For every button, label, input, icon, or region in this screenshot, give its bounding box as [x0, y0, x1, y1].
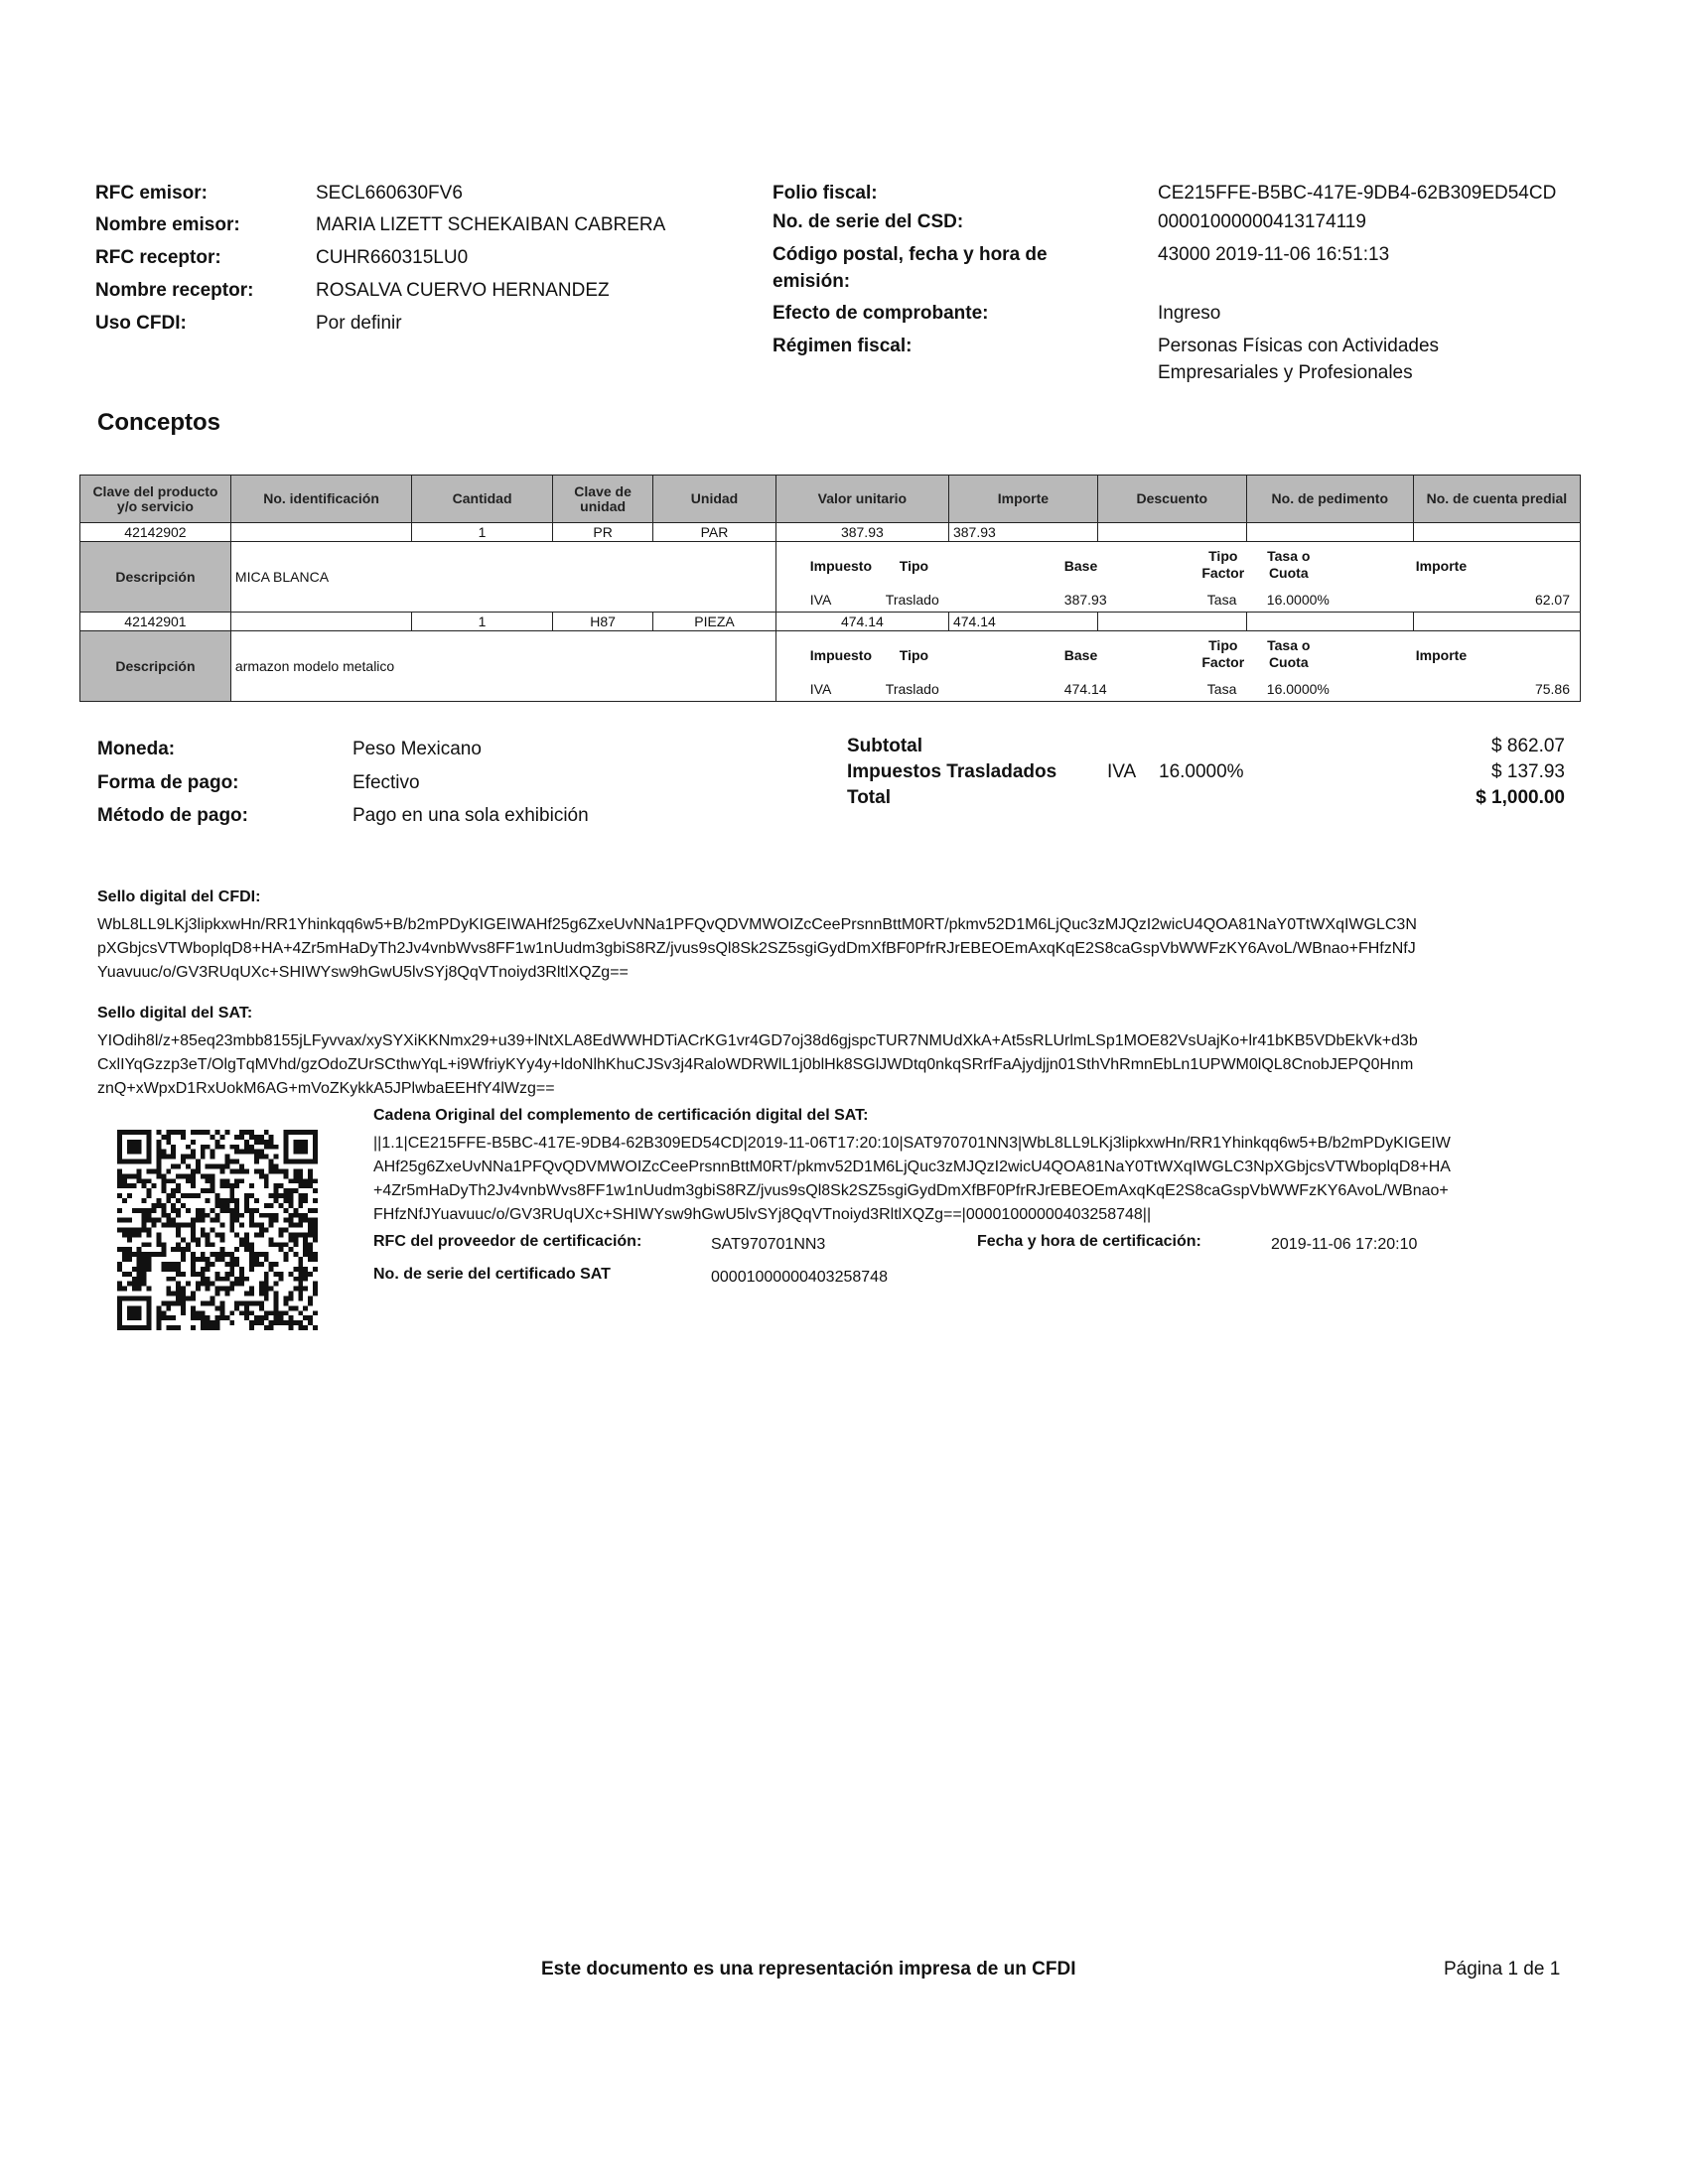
sello-sat-line: YIOdih8l/z+85eq23mbb8155jLFyvvax/xySYXiKKNmx29+u39+lNtXLA8EdWWHDTiACrKG1vr4GD7oj38d6gjspcTUR7NMUdXkA+At5sRLUrlmLSp1MOE82VsUajKo+lr41bKB5VDbEkVk+d3b — [97, 1032, 1418, 1049]
conceptos-table — [79, 475, 1581, 702]
conceptos-title: Conceptos — [97, 409, 221, 436]
table-row — [80, 523, 1581, 542]
regimen-value-2: Empresariales y Profesionales — [1158, 362, 1413, 383]
item-descripcion: MICA BLANCA — [230, 542, 775, 613]
item-cantidad: 1 — [412, 613, 553, 631]
tax-tipo: Traslado — [885, 592, 939, 608]
descripcion-label: Descripción — [80, 631, 231, 702]
metodo-pago-value: Pago en una sola exhibición — [352, 805, 589, 826]
item-no-identificacion — [230, 523, 411, 542]
efecto-label: Efecto de comprobante: — [773, 303, 989, 324]
tax-cell — [775, 542, 1580, 613]
sello-sat-label: Sello digital del SAT: — [97, 1005, 253, 1022]
tax-base-header: Base — [1063, 558, 1098, 574]
uso-cfdi-value: Por definir — [316, 313, 402, 334]
col-no-identificacion: No. identificación — [230, 476, 411, 523]
impuestos-label: Impuestos Trasladados — [847, 761, 1057, 782]
rfc-receptor-row — [95, 247, 731, 280]
page-number: Página 1 de 1 — [1444, 1959, 1561, 1979]
sello-sat-line: znQ+xWpxD1RxUokM6AG+mVoZKykkA5JPlwbaEEHfY4lWzg== — [97, 1080, 555, 1097]
total-value: $ 1,000.00 — [1476, 787, 1565, 808]
tax-cell — [775, 631, 1580, 702]
tax-base: 387.93 — [1063, 592, 1107, 608]
sello-cfdi-text — [97, 913, 1587, 985]
emitter-receiver-block — [95, 183, 731, 345]
regimen-value-1: Personas Físicas con Actividades — [1158, 336, 1440, 356]
col-clave-producto: Clave del producto y/o servicio — [80, 476, 231, 523]
sello-cfdi-line: WbL8LL9LKj3lipkxwHn/RR1Yhinkqq6w5+B/b2mPDyKIGEIWAHf25g6ZxeUvNNa1PFQvQDVMWOIZcCeePrsnnBttM0RT/pkmv52D1M6LjQuc3zMJQzI2wicU4QOA81NaY0TtWXqIWGLC3N — [97, 916, 1417, 933]
nombre-receptor-label: Nombre receptor: — [95, 280, 254, 301]
description-row — [80, 631, 1581, 702]
nombre-emisor-label: Nombre emisor: — [95, 214, 240, 235]
item-unidad: PAR — [653, 523, 776, 542]
item-cuenta-predial — [1413, 613, 1580, 631]
table-header-row — [80, 476, 1581, 523]
nombre-receptor-value: ROSALVA CUERVO HERNANDEZ — [316, 280, 610, 301]
item-clave-unidad: H87 — [552, 613, 652, 631]
col-no-pedimento: No. de pedimento — [1246, 476, 1413, 523]
efecto-value: Ingreso — [1158, 303, 1221, 324]
total-label: Total — [847, 787, 891, 808]
tax-importe: 62.07 — [1534, 592, 1570, 608]
subtotal-value: $ 862.07 — [1491, 736, 1565, 756]
rfc-receptor-label: RFC receptor: — [95, 247, 221, 268]
col-cantidad: Cantidad — [412, 476, 553, 523]
forma-pago-label: Forma de pago: — [97, 772, 239, 793]
item-importe: 474.14 — [948, 613, 1097, 631]
item-unidad: PIEZA — [653, 613, 776, 631]
tax-tasa: 16.0000% — [1266, 681, 1330, 697]
item-valor-unitario: 387.93 — [775, 523, 948, 542]
qr-code-image — [117, 1130, 318, 1330]
uso-cfdi-label: Uso CFDI: — [95, 313, 187, 334]
descripcion-label: Descripción — [80, 542, 231, 613]
item-valor-unitario: 474.14 — [775, 613, 948, 631]
rfc-emisor-label: RFC emisor: — [95, 183, 208, 204]
sello-cfdi-label: Sello digital del CFDI: — [97, 888, 261, 905]
cadena-line: FHfzNfJYuavuuc/o/GV3RUqUXc+SHIWYsw9hGwU5lvSYj8QqVTnoiyd3RltlXQZg==|00001000000403258748|| — [373, 1206, 1152, 1223]
col-unidad: Unidad — [653, 476, 776, 523]
fecha-certificacion-label: Fecha y hora de certificación: — [977, 1233, 1201, 1250]
col-clave-unidad: Clave de unidad — [552, 476, 652, 523]
tax-impuesto: IVA — [809, 592, 832, 608]
item-no-identificacion — [230, 613, 411, 631]
tax-tipo-factor-header: Tipo Factor — [1201, 637, 1245, 670]
nombre-emisor-value: MARIA LIZETT SCHEKAIBAN CABRERA — [316, 214, 666, 235]
cadena-line: +4Zr5mHaDyTh2Jv4vnbWvs8FF1w1nUudm3gbiS8RZ/jvus9sQl8Sk2SZ5sgiGydDmXfBF0PfrRJrEBEOEmAxqKqE2S8caGspVbWWFzKY6AvoL/WBnao+ — [373, 1182, 1449, 1199]
rfc-emisor-row — [95, 183, 731, 214]
item-cuenta-predial — [1413, 523, 1580, 542]
tax-tipo: Traslado — [885, 681, 939, 697]
tax-tipo-factor: Tasa — [1206, 592, 1237, 608]
sello-sat-text — [97, 1029, 1587, 1101]
moneda-value: Peso Mexicano — [352, 739, 482, 759]
impuestos-tasa: 16.0000% — [1159, 761, 1244, 782]
folio-fiscal-label: Folio fiscal: — [773, 183, 878, 204]
tax-base: 474.14 — [1063, 681, 1107, 697]
uso-cfdi-row — [95, 313, 731, 345]
tax-base-header: Base — [1063, 647, 1098, 663]
col-descuento: Descuento — [1097, 476, 1246, 523]
tax-impuesto: IVA — [809, 681, 832, 697]
tax-tipo-header: Tipo — [899, 558, 929, 574]
fecha-certificacion-value: 2019-11-06 17:20:10 — [1271, 1236, 1418, 1253]
serie-csd-value: 00001000000413174119 — [1158, 211, 1366, 232]
tax-impuesto-header: Impuesto — [809, 558, 873, 574]
col-no-cuenta-predial: No. de cuenta predial — [1413, 476, 1580, 523]
item-pedimento — [1246, 523, 1413, 542]
sello-sat-line: CxlIYqGzzp3eT/OlgTqMVhd/gzOdoZUrSCthwYqL+i9WfriyKYy4y+ldoNlhKhuCJSv3j4RaloWDRWlL1j0blHk8SGlJWDtq0nkqSRrfFaAjydjjn01SthVhRmnEbLn1UPWM0lQL8CnobJEPQ0Hnm — [97, 1056, 1414, 1073]
tax-tasa-header: Tasa o Cuota — [1267, 637, 1311, 670]
subtotal-label: Subtotal — [847, 736, 922, 756]
folio-fiscal-value: CE215FFE-B5BC-417E-9DB4-62B309ED54CD — [1158, 183, 1557, 204]
tax-tipo-factor: Tasa — [1206, 681, 1237, 697]
tax-importe-header: Importe — [1415, 647, 1468, 663]
item-clave-unidad: PR — [552, 523, 652, 542]
item-descuento — [1097, 523, 1246, 542]
sello-cfdi-line: Yuavuuc/o/GV3RUqUXc+SHIWYsw9hGwU5lvSYj8QqVTnoiyd3RltlXQZg== — [97, 964, 629, 981]
cadena-text — [373, 1132, 1587, 1227]
rfc-receptor-value: CUHR660315LU0 — [316, 247, 469, 268]
sello-cfdi-line: pXGbjcsVTWboplqD8+HA+4Zr5mHaDyTh2Jv4vnbWvs8FF1w1nUudm3gbiS8RZ/jvus9sQl8Sk2SZ5sgiGydDmXfBF0PfrRJrEBEOEmAxqKqE2S8caGspVbWWFzKY6AvoL/WBnao+FHfzNfJ — [97, 940, 1416, 957]
serie-csd-label: No. de serie del CSD: — [773, 211, 964, 232]
item-clave: 42142902 — [80, 523, 231, 542]
impuestos-value: $ 137.93 — [1491, 761, 1565, 782]
codigo-postal-value: 43000 2019-11-06 16:51:13 — [1158, 244, 1390, 265]
tax-impuesto-header: Impuesto — [809, 647, 873, 663]
rfc-proveedor-label: RFC del proveedor de certificación: — [373, 1233, 642, 1250]
forma-pago-value: Efectivo — [352, 772, 420, 793]
impuestos-tipo: IVA — [1107, 761, 1137, 782]
item-descripcion: armazon modelo metalico — [230, 631, 775, 702]
metodo-pago-label: Método de pago: — [97, 805, 248, 826]
footer-note: Este documento es una representación impresa de un CFDI — [541, 1959, 1076, 1979]
moneda-label: Moneda: — [97, 739, 176, 759]
cadena-title: Cadena Original del complemento de certificación digital del SAT: — [373, 1107, 869, 1124]
item-clave: 42142901 — [80, 613, 231, 631]
item-importe: 387.93 — [948, 523, 1097, 542]
table-row — [80, 613, 1581, 631]
rfc-emisor-value: SECL660630FV6 — [316, 183, 463, 204]
col-valor-unitario: Valor unitario — [775, 476, 948, 523]
item-cantidad: 1 — [412, 523, 553, 542]
tax-tasa: 16.0000% — [1266, 592, 1330, 608]
tax-tasa-header: Tasa o Cuota — [1267, 548, 1311, 581]
item-pedimento — [1246, 613, 1413, 631]
tax-importe: 75.86 — [1534, 681, 1570, 697]
codigo-postal-label-1: Código postal, fecha y hora de — [773, 244, 1048, 265]
nombre-emisor-row — [95, 214, 731, 247]
description-row — [80, 542, 1581, 613]
regimen-label: Régimen fiscal: — [773, 336, 913, 356]
tax-tipo-factor-header: Tipo Factor — [1201, 548, 1245, 581]
codigo-postal-label-2: emisión: — [773, 271, 851, 292]
nombre-receptor-row — [95, 280, 731, 313]
tax-importe-header: Importe — [1415, 558, 1468, 574]
serie-sat-value: 00001000000403258748 — [711, 1269, 888, 1286]
tax-tipo-header: Tipo — [899, 647, 929, 663]
rfc-proveedor-value: SAT970701NN3 — [711, 1236, 826, 1253]
item-descuento — [1097, 613, 1246, 631]
col-importe: Importe — [948, 476, 1097, 523]
cadena-line: AHf25g6ZxeUvNNa1PFQvQDVMWOIZcCeePrsnnBttM0RT/pkmv52D1M6LjQuc3zMJQzI2wicU4QOA81NaY0TtWXqIWGLC3NpXGbjcsVTWboplqD8+HA — [373, 1159, 1451, 1175]
cadena-line: ||1.1|CE215FFE-B5BC-417E-9DB4-62B309ED54CD|2019-11-06T17:20:10|SAT970701NN3|WbL8LL9LKj3lipkxwHn/RR1Yhinkqq6w5+B/b2mPDyKIGEIW — [373, 1135, 1451, 1152]
serie-sat-label: No. de serie del certificado SAT — [373, 1266, 611, 1283]
